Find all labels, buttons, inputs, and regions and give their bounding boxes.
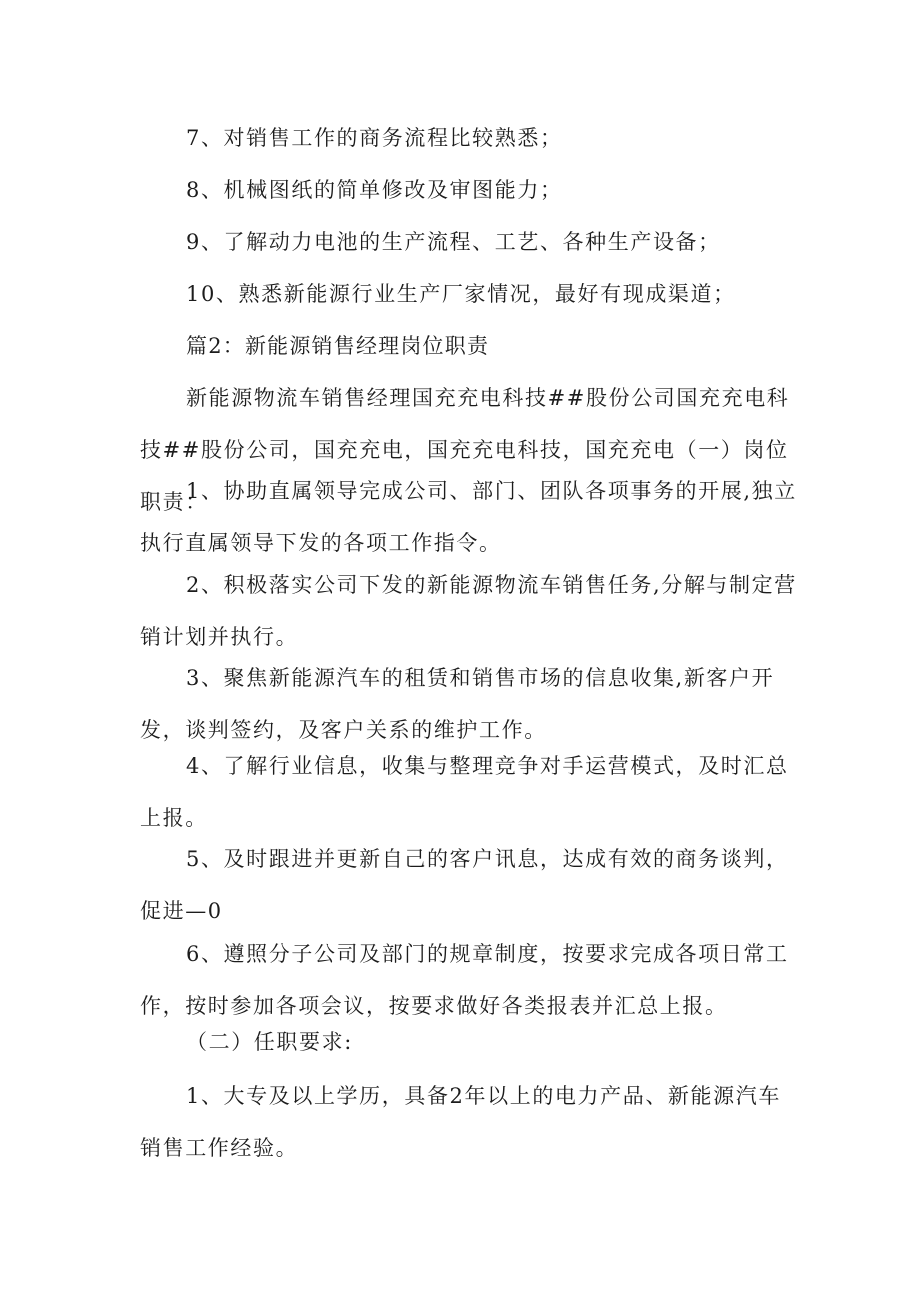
subsection-heading: （二）任职要求: [186,1030,353,1054]
section-heading: 篇2：新能源销售经理岗位职责 [186,334,490,358]
requirement-item-7: 7、对销售工作的商务流程比较熟悉； [186,126,563,150]
intro-paragraph: 新能源物流车销售经理国充充电科技##股份公司国充充电科技##股份公司，国充充电，国充充电科技，国充充电（一）岗位职责： [140,386,790,514]
duty-item-5: 5、及时跟进并更新自己的客户讯息，达成有效的商务谈判，促进—0 [140,847,789,923]
duty-item-1: 1、协助直属领导完成公司、部门、团队各项事务的开展,独立执行直属领导下发的各项工作指令。 [140,479,797,555]
duty-item-6: 6、遵照分子公司及部门的规章制度，按要求完成各项日常工作，按时参加各项会议，按要求做好各类报表并汇总上报。 [140,942,789,1018]
duty-item-4: 4、了解行业信息，收集与整理竞争对手运营模式，及时汇总上报。 [140,754,789,830]
requirement-item-8: 8、机械图纸的简单修改及审图能力； [186,178,563,202]
duty-item-3: 3、聚焦新能源汽车的租赁和销售市场的信息收集,新客户开发，谈判签约，及客户关系的维护工作。 [140,666,775,742]
duty-item-2: 2、积极落实公司下发的新能源物流车销售任务,分解与制定营销计划并执行。 [140,573,797,649]
qualification-item-1: 1、大专及以上学历，具备2年以上的电力产品、新能源汽车销售工作经验。 [140,1084,781,1160]
requirement-item-10: 10、熟悉新能源行业生产厂家情况，最好有现成渠道； [186,282,736,306]
requirement-item-9: 9、了解动力电池的生产流程、工艺、各种生产设备； [186,230,721,254]
